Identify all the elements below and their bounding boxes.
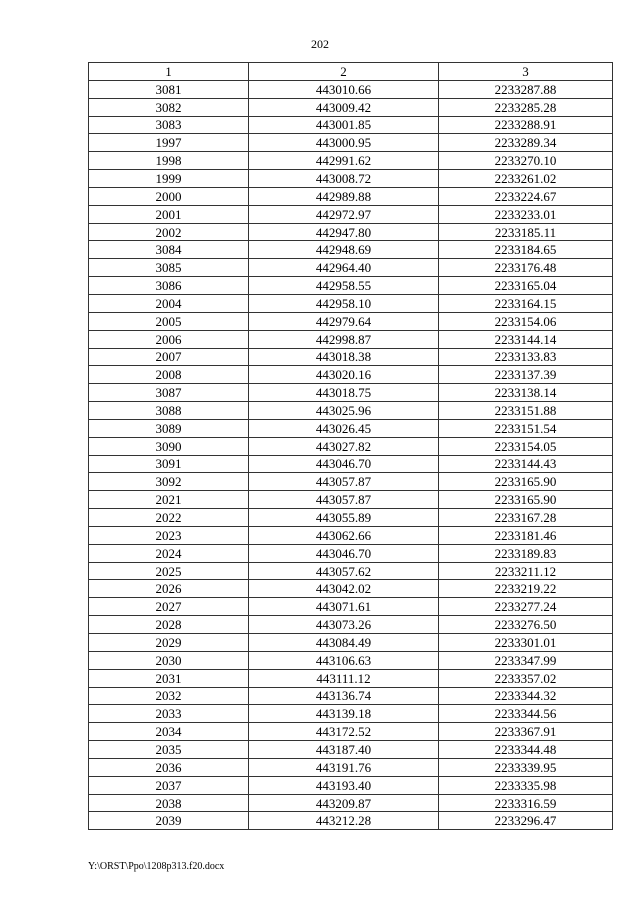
table-row bbox=[89, 687, 613, 705]
table-cell: 2031 bbox=[89, 669, 249, 687]
table-cell: 2024 bbox=[89, 544, 249, 562]
table-cell: 443018.75 bbox=[249, 384, 439, 402]
table-cell: 3081 bbox=[89, 80, 249, 98]
table-cell: 2233357.02 bbox=[439, 669, 613, 687]
table-row bbox=[89, 669, 613, 687]
table-row bbox=[89, 651, 613, 669]
table-cell: 443027.82 bbox=[249, 437, 439, 455]
table-cell: 443001.85 bbox=[249, 116, 439, 134]
table-cell: 2033 bbox=[89, 705, 249, 723]
table-header-row bbox=[89, 63, 613, 81]
table-row bbox=[89, 187, 613, 205]
table-cell: 443010.66 bbox=[249, 80, 439, 98]
table-cell: 3092 bbox=[89, 473, 249, 491]
table-row bbox=[89, 705, 613, 723]
table-cell: 2233344.56 bbox=[439, 705, 613, 723]
table-cell: 442948.69 bbox=[249, 241, 439, 259]
coordinates-table bbox=[88, 62, 613, 830]
table-cell: 2233185.11 bbox=[439, 223, 613, 241]
table-cell: 2005 bbox=[89, 312, 249, 330]
table-cell: 2233167.28 bbox=[439, 509, 613, 527]
table-cell: 2233184.65 bbox=[439, 241, 613, 259]
table-cell: 442979.64 bbox=[249, 312, 439, 330]
table-cell: 442958.55 bbox=[249, 277, 439, 295]
table-cell: 443136.74 bbox=[249, 687, 439, 705]
table-row bbox=[89, 205, 613, 223]
table-cell: 443209.87 bbox=[249, 794, 439, 812]
table-cell: 2025 bbox=[89, 562, 249, 580]
table-body bbox=[89, 80, 613, 829]
table-cell: 2034 bbox=[89, 723, 249, 741]
table-cell: 2036 bbox=[89, 758, 249, 776]
table-cell: 2233270.10 bbox=[439, 152, 613, 170]
table-cell: 2028 bbox=[89, 616, 249, 634]
table-row bbox=[89, 384, 613, 402]
table-cell: 2021 bbox=[89, 491, 249, 509]
table-cell: 443042.02 bbox=[249, 580, 439, 598]
table-cell: 443057.87 bbox=[249, 473, 439, 491]
table-cell: 443025.96 bbox=[249, 402, 439, 420]
table-cell: 2233367.91 bbox=[439, 723, 613, 741]
table-row bbox=[89, 634, 613, 652]
table-cell: 3089 bbox=[89, 419, 249, 437]
table-cell: 2004 bbox=[89, 294, 249, 312]
table-cell: 2233144.14 bbox=[439, 330, 613, 348]
table-cell: 443084.49 bbox=[249, 634, 439, 652]
table-cell: 2233224.67 bbox=[439, 187, 613, 205]
table-row bbox=[89, 152, 613, 170]
table-cell: 2029 bbox=[89, 634, 249, 652]
table-cell: 2233151.88 bbox=[439, 402, 613, 420]
table-row bbox=[89, 98, 613, 116]
table-row bbox=[89, 473, 613, 491]
table-cell: 443009.42 bbox=[249, 98, 439, 116]
table-cell: 2233144.43 bbox=[439, 455, 613, 473]
table-cell: 2023 bbox=[89, 526, 249, 544]
table-cell: 3087 bbox=[89, 384, 249, 402]
table-cell: 443191.76 bbox=[249, 758, 439, 776]
table-cell: 2030 bbox=[89, 651, 249, 669]
column-header-2: 2 bbox=[249, 63, 439, 81]
table-cell: 443062.66 bbox=[249, 526, 439, 544]
table-cell: 443187.40 bbox=[249, 741, 439, 759]
table-cell: 443046.70 bbox=[249, 455, 439, 473]
table-cell: 2233189.83 bbox=[439, 544, 613, 562]
table-cell: 2233164.15 bbox=[439, 294, 613, 312]
table-cell: 3082 bbox=[89, 98, 249, 116]
column-header-3: 3 bbox=[439, 63, 613, 81]
table-cell: 442964.40 bbox=[249, 259, 439, 277]
table-cell: 443193.40 bbox=[249, 776, 439, 794]
table-cell: 2233285.28 bbox=[439, 98, 613, 116]
table-cell: 443057.62 bbox=[249, 562, 439, 580]
table-cell: 442958.10 bbox=[249, 294, 439, 312]
table-cell: 443046.70 bbox=[249, 544, 439, 562]
table-cell: 2233347.99 bbox=[439, 651, 613, 669]
table-cell: 2233316.59 bbox=[439, 794, 613, 812]
table-cell: 2006 bbox=[89, 330, 249, 348]
column-header-1: 1 bbox=[89, 63, 249, 81]
table-row bbox=[89, 366, 613, 384]
table-row bbox=[89, 80, 613, 98]
table-cell: 443057.87 bbox=[249, 491, 439, 509]
table-row bbox=[89, 277, 613, 295]
table-cell: 2233211.12 bbox=[439, 562, 613, 580]
table-cell: 2037 bbox=[89, 776, 249, 794]
table-row bbox=[89, 580, 613, 598]
table-cell: 2039 bbox=[89, 812, 249, 830]
table-cell: 1997 bbox=[89, 134, 249, 152]
table-cell: 2233233.01 bbox=[439, 205, 613, 223]
table-cell: 2233335.98 bbox=[439, 776, 613, 794]
table-row bbox=[89, 723, 613, 741]
table-cell: 443071.61 bbox=[249, 598, 439, 616]
table-cell: 2233165.04 bbox=[439, 277, 613, 295]
table-cell: 3083 bbox=[89, 116, 249, 134]
table-cell: 2002 bbox=[89, 223, 249, 241]
table-row bbox=[89, 776, 613, 794]
table-cell: 443139.18 bbox=[249, 705, 439, 723]
table-row bbox=[89, 294, 613, 312]
table-cell: 3088 bbox=[89, 402, 249, 420]
table-row bbox=[89, 509, 613, 527]
table-cell: 2233344.48 bbox=[439, 741, 613, 759]
table-cell: 2233261.02 bbox=[439, 170, 613, 188]
table-cell: 2233277.24 bbox=[439, 598, 613, 616]
table-row bbox=[89, 312, 613, 330]
table-cell: 443020.16 bbox=[249, 366, 439, 384]
table-cell: 2233154.06 bbox=[439, 312, 613, 330]
table-row bbox=[89, 402, 613, 420]
table-row bbox=[89, 437, 613, 455]
table-row bbox=[89, 348, 613, 366]
table-row bbox=[89, 170, 613, 188]
table-row bbox=[89, 794, 613, 812]
table-cell: 3085 bbox=[89, 259, 249, 277]
table-cell: 2233154.05 bbox=[439, 437, 613, 455]
table-cell: 442972.97 bbox=[249, 205, 439, 223]
table-cell: 2038 bbox=[89, 794, 249, 812]
table-cell: 443111.12 bbox=[249, 669, 439, 687]
table-cell: 1999 bbox=[89, 170, 249, 188]
table-row bbox=[89, 616, 613, 634]
table-cell: 2233219.22 bbox=[439, 580, 613, 598]
table-cell: 3086 bbox=[89, 277, 249, 295]
table-cell: 443106.63 bbox=[249, 651, 439, 669]
table-row bbox=[89, 134, 613, 152]
table-cell: 2233339.95 bbox=[439, 758, 613, 776]
table-cell: 442947.80 bbox=[249, 223, 439, 241]
table-row bbox=[89, 116, 613, 134]
table-cell: 442998.87 bbox=[249, 330, 439, 348]
table-row bbox=[89, 330, 613, 348]
table-cell: 2233165.90 bbox=[439, 491, 613, 509]
table-cell: 2233276.50 bbox=[439, 616, 613, 634]
table-cell: 442991.62 bbox=[249, 152, 439, 170]
table-row bbox=[89, 259, 613, 277]
table-cell: 2233176.48 bbox=[439, 259, 613, 277]
footer-file-path: Y:\ORST\Ppo\1208p313.f20.docx bbox=[88, 861, 225, 872]
table-cell: 2032 bbox=[89, 687, 249, 705]
table-cell: 442989.88 bbox=[249, 187, 439, 205]
table-row bbox=[89, 562, 613, 580]
table-cell: 2233296.47 bbox=[439, 812, 613, 830]
table-row bbox=[89, 419, 613, 437]
table-cell: 443008.72 bbox=[249, 170, 439, 188]
table-row bbox=[89, 455, 613, 473]
page-number: 202 bbox=[311, 37, 329, 51]
table-row bbox=[89, 812, 613, 830]
table-cell: 2233181.46 bbox=[439, 526, 613, 544]
table-cell: 2233165.90 bbox=[439, 473, 613, 491]
table-cell: 1998 bbox=[89, 152, 249, 170]
table-cell: 2027 bbox=[89, 598, 249, 616]
table-cell: 2233289.34 bbox=[439, 134, 613, 152]
table-row bbox=[89, 741, 613, 759]
table-cell: 2026 bbox=[89, 580, 249, 598]
table-cell: 2008 bbox=[89, 366, 249, 384]
table-cell: 2035 bbox=[89, 741, 249, 759]
table-cell: 2233138.14 bbox=[439, 384, 613, 402]
table-cell: 2022 bbox=[89, 509, 249, 527]
table-cell: 2233151.54 bbox=[439, 419, 613, 437]
table-cell: 2233344.32 bbox=[439, 687, 613, 705]
table-row bbox=[89, 526, 613, 544]
table-row bbox=[89, 758, 613, 776]
table-cell: 3084 bbox=[89, 241, 249, 259]
table-row bbox=[89, 241, 613, 259]
table-cell: 443073.26 bbox=[249, 616, 439, 634]
table-cell: 2233288.91 bbox=[439, 116, 613, 134]
table-cell: 2000 bbox=[89, 187, 249, 205]
table-row bbox=[89, 491, 613, 509]
table-cell: 443055.89 bbox=[249, 509, 439, 527]
table-cell: 2233133.83 bbox=[439, 348, 613, 366]
table-cell: 3091 bbox=[89, 455, 249, 473]
table-cell: 443000.95 bbox=[249, 134, 439, 152]
table-cell: 443212.28 bbox=[249, 812, 439, 830]
table-cell: 443018.38 bbox=[249, 348, 439, 366]
table-cell: 443026.45 bbox=[249, 419, 439, 437]
table-cell: 3090 bbox=[89, 437, 249, 455]
table-row bbox=[89, 598, 613, 616]
table-cell: 2233301.01 bbox=[439, 634, 613, 652]
table-cell: 2233137.39 bbox=[439, 366, 613, 384]
table-cell: 2233287.88 bbox=[439, 80, 613, 98]
table-row bbox=[89, 223, 613, 241]
table-cell: 443172.52 bbox=[249, 723, 439, 741]
table-row bbox=[89, 544, 613, 562]
table-cell: 2007 bbox=[89, 348, 249, 366]
table-cell: 2001 bbox=[89, 205, 249, 223]
